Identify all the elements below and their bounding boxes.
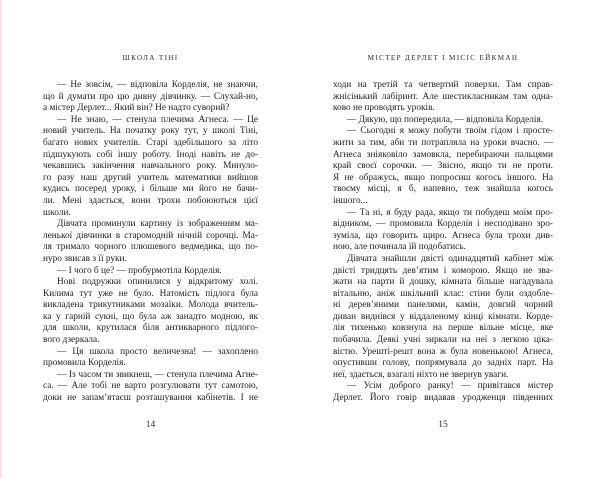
text-line: нуро звисав з її руки. [43,253,127,264]
text-line: Дівчата проминули картину із зображенням ма- [57,219,258,230]
text-line: кудись посеред уроку, і більше ми його не бачи- [43,184,258,195]
text-line: для школи, крутилася біля антикварного підлого- [43,323,258,334]
text-line: побачила. Деякі учні зиркали на неї з легкою ціка- [333,335,553,346]
text-line: лія тихенько ковзнула на перше вільне місце, яке [333,323,553,334]
scan-edge-tint [0,0,3,478]
text-line: Килима тут уже не було. Натомість підлога була [43,288,258,299]
text-line: зуміла, що говорить щиро. Агнеса була трохи див- [333,230,553,241]
text-line: — Із часом ти звикнеш, — стенула плечима Агне- [57,369,258,380]
text-line: двісті тридцять дев’ятим і коморою. Якщо не зва- [333,265,553,276]
text-line: ні дерев’яними панелями, камін, довгий чорний [333,300,553,311]
text-line: Дівчата знайшли двісті одинадцятий кабінет між [347,253,553,264]
text-line: вістю. Урешті-решт вона ж була новенькою! Агнеса, [333,346,553,357]
left-running-header: ШКОЛА ТІНІ [122,54,179,62]
text-line: диван виднівся у віддаленому кінці кімнати. Корде- [333,311,553,322]
left-page-text [43,80,258,405]
text-line: ною, але починала їй подобатись. [333,242,466,253]
right-running-header: МІСТЕР ДЕРЛЕТ І МІСІС ЕЙКМАН [367,54,519,62]
text-line: Я не ображусь, якщо попросиш когось іншого. На [333,172,553,183]
text-line: опустивши голову, попрямувала до задніх парт. На [333,358,553,369]
text-line: відником, — промовила Корделія і несподівано зро- [333,219,553,230]
text-line: — І чого б це? — пробурмотіла Корделія. [57,265,222,276]
text-line: багато нових учителів. Старі здебільшого за літо [43,137,258,148]
text-line: са. — Але тобі не варто розгулювати тут самотою, [43,381,258,392]
text-line: а містер Дерлет... Який він? Не надто суворий? [43,103,230,114]
text-line: — Усім доброго ранку! — привітався містер [347,381,553,392]
text-line: підшукують собі іншу роботу. Іноді навіть не до- [43,149,258,160]
text-line: край своєї сорочки. — Звісно, якщо ти не проти. [333,161,553,172]
text-line: — Та ні, я буду рада, якщо ти побудеш моїм про- [347,207,553,218]
text-line: промовила Корделія. [43,358,126,369]
text-line: Агнеса зніяковіло замовкла, перебираючи пальцями [333,149,553,160]
text-line: ля тримало чорного плюшевого ведмедика, що по- [43,242,258,253]
text-line: — Не знаю, — стенула плечима Агнеса. — Це [57,114,258,125]
text-line: чекавшись закінчення навчального року. Минуло- [43,161,258,172]
right-page-number: 15 [438,420,448,430]
right-page-text [333,80,553,405]
text-line: — Не зовсім, — відповіла Корделія, не знаючи, [57,80,258,90]
text-line: ка у гарній сукні, що була аж занадто модною, як [43,311,258,322]
text-line: викладена трикутниками мозаїки. Молода вчитель- [43,300,258,311]
text-line: вітальню, аніж шкільний клас: стіни були оздобле- [333,288,553,299]
left-page [43,0,258,478]
left-page-number: 14 [145,420,156,430]
text-line: іншого... [333,195,368,206]
text-line: доки не запам’ятаєш розташування кабінетів. І не [43,393,258,404]
text-line: ходи на третій та четвертий поверхи. Там справ- [333,80,553,90]
text-line: Нові подружки опинилися у відкритому холі. [57,277,258,288]
text-line: го разу наш другий учитель математики вийшов [43,172,258,183]
text-line: — Ця школа просто величезна! — захоплено [57,346,258,357]
text-line: неї, здається, взагалі ніхто не звернув уваги. [333,369,509,380]
text-line: жати на парти й дошку, кімната більше нагадувала [333,277,553,288]
text-line: твоєму місці, я б, напевно, теж знайшла когось [333,184,553,195]
text-line: ли. Мені здається, вони трохи побоюються цієї [43,195,258,206]
text-line: жити за тим, аби ти потрапляла на уроки вчасно. — [333,137,553,148]
right-page [333,0,553,478]
text-line: ково не проводять уроків. [333,103,435,114]
text-line: жнісінький лабіринт. Але шестикласникам там одна- [333,91,553,102]
text-line: — Сьогодні я можу побути твоїм гідом і просте- [347,126,553,137]
text-line: новий учитель. На початку року тут, у школі Тіні, [43,126,258,137]
text-line: ленької дівчинки в старомодній нічній сорочці. Ма- [43,230,258,241]
text-line: Дерлет. Його говір видавав уродженця південних [333,393,553,404]
text-line: — Дякую, що попередила, — відповіла Корделія. [347,114,544,125]
text-line: школи. [43,207,71,218]
text-line: що й думати про цю дивну дівчинку. — Слухай-но, [43,91,258,102]
text-line: вого дзеркала. [43,335,100,346]
